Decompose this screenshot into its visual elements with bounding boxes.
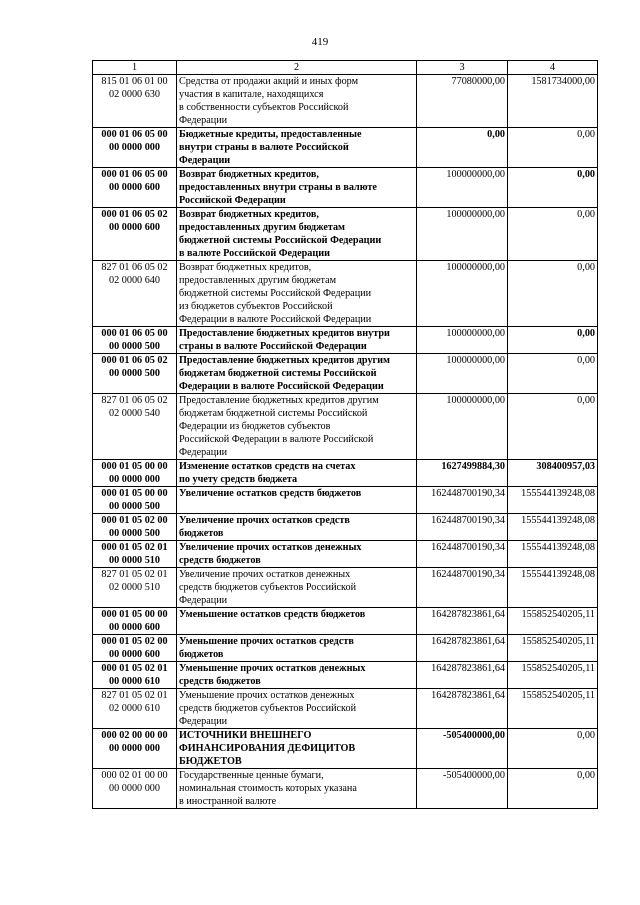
row-name-cell: Уменьшение прочих остатков денежных средств бюджетов bbox=[177, 662, 417, 689]
row-value-col4: 155852540205,11 bbox=[508, 662, 598, 689]
row-code-cell: 000 02 00 00 00 00 0000 000 bbox=[93, 729, 177, 769]
row-value-col3: 77080000,00 bbox=[417, 75, 508, 128]
row-code-cell: 000 01 06 05 00 00 0000 600 bbox=[93, 168, 177, 208]
row-value-col4: 0,00 bbox=[508, 327, 598, 354]
row-name-cell: Предоставление бюджетных кредитов другим бюджетам бюджетной системы Российской Федерации из бюджетов субъектов Российской Федерации в валюте Российской Федерации bbox=[177, 394, 417, 460]
row-value-col4: 0,00 bbox=[508, 394, 598, 460]
row-value-col3: 100000000,00 bbox=[417, 208, 508, 261]
row-code-cell: 000 01 05 00 00 00 0000 600 bbox=[93, 608, 177, 635]
row-value-col3: 1627499884,30 bbox=[417, 460, 508, 487]
row-value-col4: 0,00 bbox=[508, 729, 598, 769]
row-code-cell: 000 01 05 02 00 00 0000 500 bbox=[93, 514, 177, 541]
row-value-col4: 155544139248,08 bbox=[508, 487, 598, 514]
table-row bbox=[93, 608, 598, 635]
row-code-cell: 000 02 01 00 00 00 0000 000 bbox=[93, 769, 177, 809]
row-name-cell: Увеличение остатков средств бюджетов bbox=[177, 487, 417, 514]
row-value-col3: 162448700190,34 bbox=[417, 487, 508, 514]
row-value-col3: 164287823861,64 bbox=[417, 608, 508, 635]
row-name-cell: Возврат бюджетных кредитов, предоставленных внутри страны в валюте Российской Федерации bbox=[177, 168, 417, 208]
row-code-cell: 000 01 05 02 00 00 0000 600 bbox=[93, 635, 177, 662]
row-value-col4: 0,00 bbox=[508, 128, 598, 168]
row-name-cell: Уменьшение прочих остатков денежных средств бюджетов субъектов Российской Федерации bbox=[177, 689, 417, 729]
row-value-col3: 162448700190,34 bbox=[417, 514, 508, 541]
column-header-3: 3 bbox=[417, 61, 508, 75]
row-value-col3: 100000000,00 bbox=[417, 394, 508, 460]
row-name-cell: Средства от продажи акций и иных форм участия в капитале, находящихся в собственности субъектов Российской Федерации bbox=[177, 75, 417, 128]
row-name-cell: Государственные ценные бумаги, номинальная стоимость которых указана в иностранной валюте bbox=[177, 769, 417, 809]
row-value-col4: 0,00 bbox=[508, 168, 598, 208]
table-row bbox=[93, 568, 598, 608]
row-value-col3: 162448700190,34 bbox=[417, 568, 508, 608]
row-value-col4: 155852540205,11 bbox=[508, 689, 598, 729]
table-row bbox=[93, 128, 598, 168]
table-row bbox=[93, 75, 598, 128]
table-header-row bbox=[93, 61, 598, 75]
row-value-col3: 164287823861,64 bbox=[417, 635, 508, 662]
row-value-col3: 100000000,00 bbox=[417, 261, 508, 327]
row-code-cell: 000 01 05 00 00 00 0000 000 bbox=[93, 460, 177, 487]
row-value-col3: 0,00 bbox=[417, 128, 508, 168]
row-name-cell: Бюджетные кредиты, предоставленные внутри страны в валюте Российской Федерации bbox=[177, 128, 417, 168]
table-row bbox=[93, 769, 598, 809]
row-name-cell: Возврат бюджетных кредитов, предоставленных другим бюджетам бюджетной системы Российской Федерации в валюте Российской Федерации bbox=[177, 208, 417, 261]
table-row bbox=[93, 487, 598, 514]
row-name-cell: Увеличение прочих остатков денежных средств бюджетов bbox=[177, 541, 417, 568]
row-code-cell: 827 01 06 05 02 02 0000 540 bbox=[93, 394, 177, 460]
row-value-col4: 155544139248,08 bbox=[508, 541, 598, 568]
row-value-col4: 155852540205,11 bbox=[508, 635, 598, 662]
row-value-col3: 100000000,00 bbox=[417, 327, 508, 354]
table-row bbox=[93, 460, 598, 487]
row-name-cell: Увеличение прочих остатков средств бюджетов bbox=[177, 514, 417, 541]
row-value-col3: 164287823861,64 bbox=[417, 689, 508, 729]
row-value-col4: 0,00 bbox=[508, 261, 598, 327]
row-code-cell: 815 01 06 01 00 02 0000 630 bbox=[93, 75, 177, 128]
table-row bbox=[93, 168, 598, 208]
row-value-col4: 155852540205,11 bbox=[508, 608, 598, 635]
row-code-cell: 000 01 06 05 02 00 0000 600 bbox=[93, 208, 177, 261]
row-name-cell: ИСТОЧНИКИ ВНЕШНЕГО ФИНАНСИРОВАНИЯ ДЕФИЦИТОВ БЮДЖЕТОВ bbox=[177, 729, 417, 769]
table-row bbox=[93, 689, 598, 729]
row-name-cell: Изменение остатков средств на счетах по учету средств бюджета bbox=[177, 460, 417, 487]
table-row bbox=[93, 729, 598, 769]
row-code-cell: 000 01 05 00 00 00 0000 500 bbox=[93, 487, 177, 514]
row-name-cell: Уменьшение прочих остатков средств бюджетов bbox=[177, 635, 417, 662]
table-row bbox=[93, 394, 598, 460]
row-name-cell: Предоставление бюджетных кредитов внутри страны в валюте Российской Федерации bbox=[177, 327, 417, 354]
row-value-col4: 0,00 bbox=[508, 208, 598, 261]
row-value-col3: -505400000,00 bbox=[417, 769, 508, 809]
table-row bbox=[93, 327, 598, 354]
row-value-col4: 0,00 bbox=[508, 354, 598, 394]
row-code-cell: 000 01 06 05 00 00 0000 500 bbox=[93, 327, 177, 354]
row-code-cell: 000 01 06 05 02 00 0000 500 bbox=[93, 354, 177, 394]
table-row bbox=[93, 208, 598, 261]
table-row bbox=[93, 541, 598, 568]
row-code-cell: 000 01 05 02 01 00 0000 610 bbox=[93, 662, 177, 689]
row-name-cell: Увеличение прочих остатков денежных средств бюджетов субъектов Российской Федерации bbox=[177, 568, 417, 608]
row-value-col4: 1581734000,00 bbox=[508, 75, 598, 128]
column-header-2: 2 bbox=[177, 61, 417, 75]
table-row bbox=[93, 261, 598, 327]
row-value-col3: 100000000,00 bbox=[417, 168, 508, 208]
row-code-cell: 827 01 06 05 02 02 0000 640 bbox=[93, 261, 177, 327]
row-value-col3: 164287823861,64 bbox=[417, 662, 508, 689]
row-value-col4: 308400957,03 bbox=[508, 460, 598, 487]
row-value-col3: -505400000,00 bbox=[417, 729, 508, 769]
row-value-col4: 0,00 bbox=[508, 769, 598, 809]
row-name-cell: Предоставление бюджетных кредитов другим бюджетам бюджетной системы Российской Федерации в валюте Российской Федерации bbox=[177, 354, 417, 394]
table-row bbox=[93, 514, 598, 541]
row-code-cell: 827 01 05 02 01 02 0000 510 bbox=[93, 568, 177, 608]
row-name-cell: Уменьшение остатков средств бюджетов bbox=[177, 608, 417, 635]
column-header-4: 4 bbox=[508, 61, 598, 75]
row-value-col4: 155544139248,08 bbox=[508, 514, 598, 541]
table-row bbox=[93, 635, 598, 662]
page-number: 419 bbox=[311, 36, 329, 48]
row-value-col4: 155544139248,08 bbox=[508, 568, 598, 608]
table-row bbox=[93, 662, 598, 689]
row-value-col3: 100000000,00 bbox=[417, 354, 508, 394]
row-value-col3: 162448700190,34 bbox=[417, 541, 508, 568]
row-name-cell: Возврат бюджетных кредитов, предоставленных другим бюджетам бюджетной системы Российской Федерации из бюджетов субъектов Российской Федерации в валюте Российской Федерации bbox=[177, 261, 417, 327]
budget-sources-table bbox=[92, 60, 598, 809]
row-code-cell: 000 01 06 05 00 00 0000 000 bbox=[93, 128, 177, 168]
row-code-cell: 000 01 05 02 01 00 0000 510 bbox=[93, 541, 177, 568]
column-header-1: 1 bbox=[93, 61, 177, 75]
table-row bbox=[93, 354, 598, 394]
row-code-cell: 827 01 05 02 01 02 0000 610 bbox=[93, 689, 177, 729]
